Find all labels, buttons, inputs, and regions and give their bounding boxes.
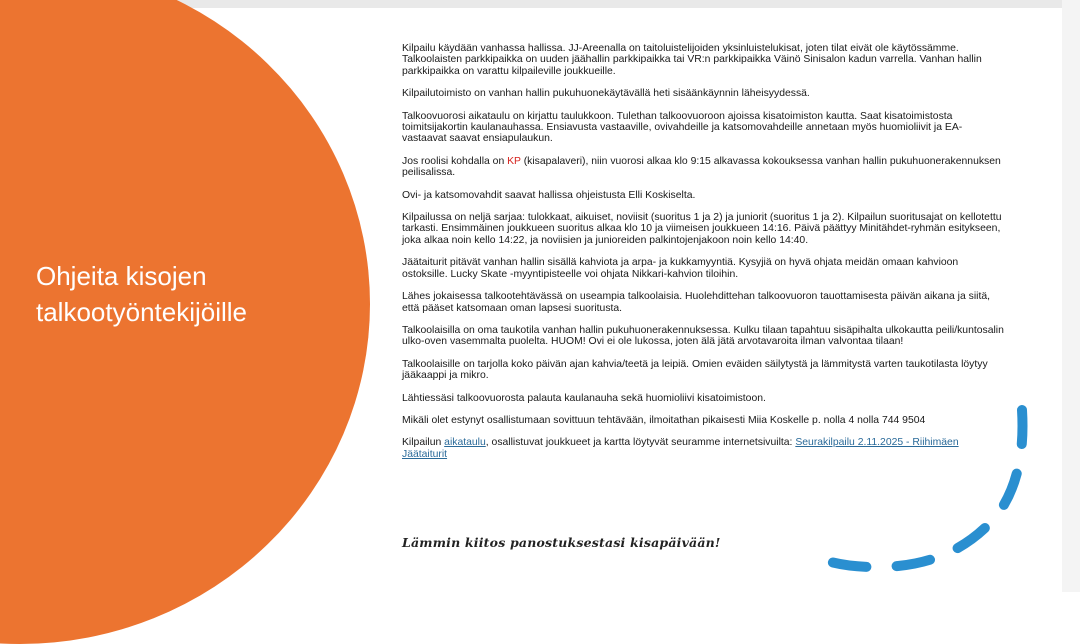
links-text-before: Kilpailun	[402, 437, 445, 449]
kp-text-before: Jos roolisi kohdalla on	[402, 155, 508, 167]
kp-label: KP	[507, 155, 521, 167]
paragraph-cafe: Jäätaiturit pitävät vanhan hallin sisällä kahviota ja arpa- ja kukkamyyntiä. Kysyjiä on hyvä ohjata meidän omaan kahvioon ostoksille. Lucky Skate -myyntipisteelle voi ohjata Nikkari-kahvion tiloihin.	[402, 257, 959, 280]
paragraph-venue: Kilpailu käydään vanhassa hallissa. JJ-Areenalla on taitoluistelijoiden yksinluistelukisat, joten tilat eivät ole käytössämme. Talkoolaisten parkkipaikka on uuden jäähallin parkkipaikka tai VR:n parkkipaikka Väinö Sinisalon kadun varrella. Vanhan hallin parkkipaikka on varattu kilpaileville joukkueille.	[402, 43, 982, 77]
links-text-middle: , osallistuvat joukkueet ja kartta löytyvät seuramme internetsivuilta:	[485, 437, 796, 449]
paragraph-office: Kilpailutoimisto on vanhan hallin pukuhuonekäytävällä heti sisäänkäynnin läheisyydessä.	[402, 88, 810, 100]
paragraph-return-items: Lähtiessäsi talkoovuorosta palauta kaulanauha sekä huomioliivi kisatoimistoon.	[402, 392, 766, 404]
slide-title	[36, 258, 336, 330]
dashed-curve-path	[818, 410, 1023, 567]
blue-dashed-swirl	[800, 390, 1060, 592]
slide-title-line: Ohjeita kisojen	[36, 261, 207, 291]
paragraph-series: Kilpailussa on neljä sarjaa: tulokkaat, aikuiset, noviisit (suoritus 1 ja 2) ja juniorit (suoritus 1 ja 2). Kilpailun suoritusajat on kellotettu tarkasti. Ensimmäinen joukkueen suoritus alkaa klo 10 ja viimeisen joukkueen 14:16. Päivä päättyy Minitähdet-ryhmän esitykseen, joka alkaa noin kello 14:22, ja noviisien ja junioreiden palkintojenjakoon noin kello 14:40.	[402, 212, 1002, 246]
paragraph-shift: Talkoovuorosi aikataulu on kirjattu taulukkoon. Tulethan talkoovuoroon ajoissa kisatoimiston kautta. Saat kisatoimistosta toimitsijakortin kaulanauhassa. Ensiavusta vastaaville, ovivahdeille ja katsomovahdeille annetaan myös huomioliivit ja EA-vastaavat saavat ensiapulaukun.	[402, 110, 963, 145]
club-website-link[interactable]: Seurakilpailu 2.11.2025 - Riihimäen Jäätaiturit	[402, 437, 959, 460]
schedule-link[interactable]: aikataulu	[444, 437, 486, 449]
thanks-signature: Lämmin kiitos panostuksestasi kisapäivään!	[402, 535, 721, 550]
paragraph-contact: Mikäli olet estynyt osallistumaan sovittuun tehtävään, ilmoitathan pikaisesti Miia Koskelle p. nolla 4 nolla 744 9504	[402, 414, 926, 426]
kp-text-after: (kisapalaveri), niin vuorosi alkaa klo 9:15 alkavassa kokouksessa vanhan hallin pukuhuonerakennuksen peilisalissa.	[402, 155, 1001, 179]
slide-title-line: talkootyöntekijöille	[36, 297, 248, 327]
page-edge-strip	[1062, 0, 1080, 592]
paragraph-refreshments: Talkoolaisille on tarjolla koko päivän ajan kahvia/teetä ja leipiä. Omien eväiden säilytystä ja lämmitystä varten taukotilasta löytyy jääkaappi ja mikro.	[402, 358, 988, 382]
paragraph-kp-meeting	[402, 156, 1006, 179]
paragraph-break-room: Talkoolaisilla on oma taukotila vanhan hallin pukuhuonerakennuksessa. Kulku tilaan tapahtuu sisäpihalta ulkokautta peili/kuntosalin ulko-oven vasemmalta puolelta. HUOM! Ovi ei ole lukossa, joten älä jätä arvotavaroita ilman valvontaa tilaan!	[402, 324, 1004, 348]
paragraph-breaks: Lähes jokaisessa talkootehtävässä on useampia talkoolaisia. Huolehdittehan talkoovuoron tauottamisesta päivän aikana ja siitä, että pääset katsomaan oman lapsesi suoritusta.	[402, 291, 991, 314]
paragraph-door-guards: Ovi- ja katsomovahdit saavat hallissa ohjeistusta Elli Koskiselta.	[402, 189, 696, 201]
